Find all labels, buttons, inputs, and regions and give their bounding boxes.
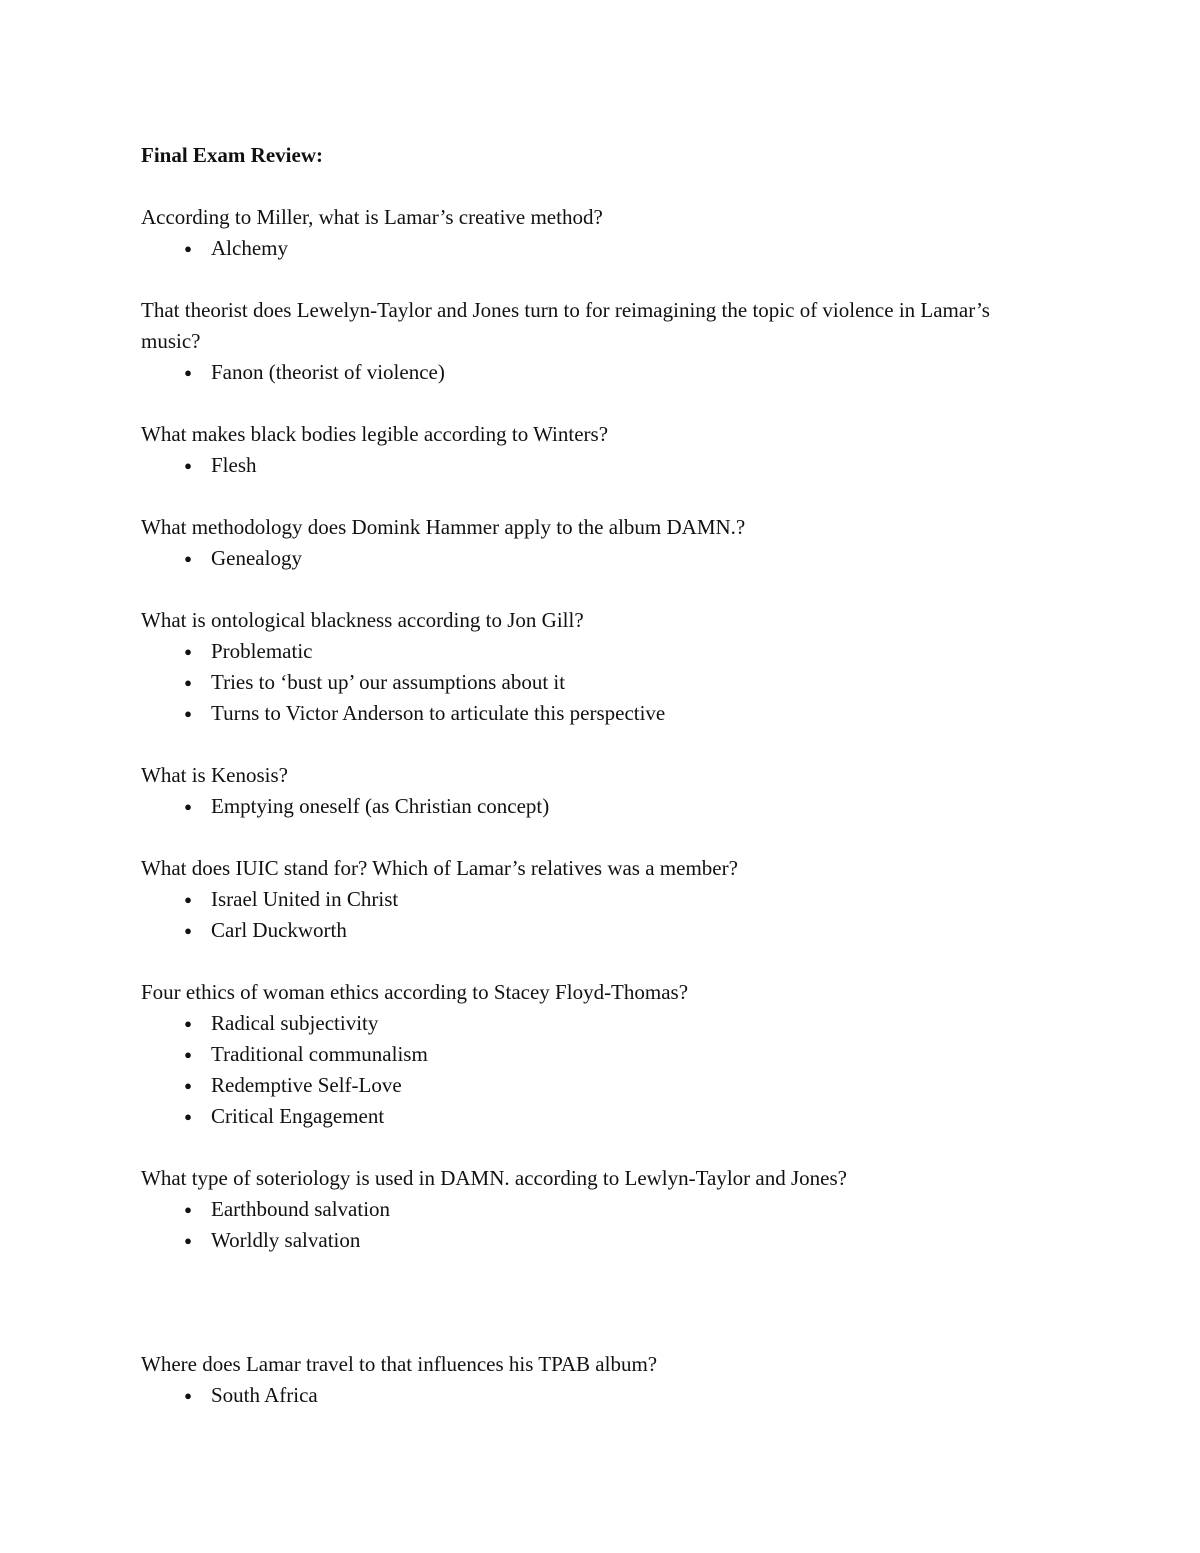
answer-item <box>141 1039 1041 1070</box>
answer-text: Redemptive Self-Love <box>211 1073 402 1097</box>
question-block-10 <box>141 1349 1041 1411</box>
answer-item <box>141 1101 1041 1132</box>
question-block-9 <box>141 1163 1041 1256</box>
bullet-icon: ● <box>184 1078 192 1093</box>
answer-item <box>141 791 1041 822</box>
question-text: Four ethics of woman ethics according to Stacey Floyd-Thomas? <box>141 980 689 1004</box>
answer-text: Fanon (theorist of violence) <box>211 360 445 384</box>
answer-item <box>141 698 1041 729</box>
bullet-icon: ● <box>184 923 192 938</box>
answer-item <box>141 543 1041 574</box>
question-block-8 <box>141 977 1041 1132</box>
answer-list <box>141 450 1041 481</box>
answer-text: Radical subjectivity <box>211 1011 379 1035</box>
bullet-icon: ● <box>184 1047 192 1062</box>
answer-item <box>141 636 1041 667</box>
answer-text: Problematic <box>211 639 313 663</box>
answer-text: Critical Engagement <box>211 1104 385 1128</box>
answer-item <box>141 915 1041 946</box>
question-text: That theorist does Lewelyn-Taylor and Jones turn to for reimagining the topic of violence in Lamar’s music? <box>141 298 990 353</box>
question-text: What methodology does Domink Hammer apply to the album DAMN.? <box>141 515 746 539</box>
question-text: What does IUIC stand for? Which of Lamar’s relatives was a member? <box>141 856 738 880</box>
document-title: Final Exam Review: <box>141 143 323 167</box>
question-text: What makes black bodies legible according to Winters? <box>141 422 609 446</box>
answer-item <box>141 357 1041 388</box>
question-block-7 <box>141 853 1041 946</box>
answer-item <box>141 1380 1041 1411</box>
bullet-icon: ● <box>184 241 192 256</box>
answer-list <box>141 1380 1041 1411</box>
answer-list <box>141 791 1041 822</box>
question-text: What is Kenosis? <box>141 763 288 787</box>
bullet-icon: ● <box>184 892 192 907</box>
question-block-4 <box>141 512 1041 574</box>
answer-text: Alchemy <box>211 236 288 260</box>
bullet-icon: ● <box>184 1202 192 1217</box>
answer-text: South Africa <box>211 1383 318 1407</box>
answer-list <box>141 233 1041 264</box>
answer-text: Flesh <box>211 453 257 477</box>
question-block-1 <box>141 202 1041 264</box>
bullet-icon: ● <box>184 799 192 814</box>
answer-list <box>141 884 1041 946</box>
bullet-icon: ● <box>184 551 192 566</box>
answer-item <box>141 1070 1041 1101</box>
bullet-icon: ● <box>184 706 192 721</box>
answer-item <box>141 233 1041 264</box>
answer-text: Emptying oneself (as Christian concept) <box>211 794 550 818</box>
answer-item <box>141 1225 1041 1256</box>
answer-text: Turns to Victor Anderson to articulate this perspective <box>211 701 666 725</box>
answer-list <box>141 636 1041 729</box>
bullet-icon: ● <box>184 1388 192 1403</box>
answer-text: Israel United in Christ <box>211 887 399 911</box>
answer-text: Worldly salvation <box>211 1228 361 1252</box>
bullet-icon: ● <box>184 1109 192 1124</box>
answer-text: Tries to ‘bust up’ our assumptions about it <box>211 670 566 694</box>
bullet-icon: ● <box>184 365 192 380</box>
answer-list <box>141 1194 1041 1256</box>
bullet-icon: ● <box>184 644 192 659</box>
question-block-3 <box>141 419 1041 481</box>
question-text: According to Miller, what is Lamar’s creative method? <box>141 205 603 229</box>
bullet-icon: ● <box>184 1233 192 1248</box>
bullet-icon: ● <box>184 458 192 473</box>
answer-list <box>141 543 1041 574</box>
question-block-2 <box>141 295 1041 388</box>
answer-item <box>141 1008 1041 1039</box>
answer-text: Genealogy <box>211 546 302 570</box>
answer-list <box>141 357 1041 388</box>
bullet-icon: ● <box>184 1016 192 1031</box>
document-page <box>141 140 1041 1442</box>
answer-text: Earthbound salvation <box>211 1197 391 1221</box>
bullet-icon: ● <box>184 675 192 690</box>
question-text: What is ontological blackness according to Jon Gill? <box>141 608 584 632</box>
question-block-6 <box>141 760 1041 822</box>
answer-item <box>141 667 1041 698</box>
answer-list <box>141 1008 1041 1132</box>
answer-text: Traditional communalism <box>211 1042 428 1066</box>
answer-item <box>141 884 1041 915</box>
answer-item <box>141 450 1041 481</box>
question-block-5 <box>141 605 1041 729</box>
question-text: Where does Lamar travel to that influences his TPAB album? <box>141 1352 658 1376</box>
question-text: What type of soteriology is used in DAMN. according to Lewlyn-Taylor and Jones? <box>141 1166 847 1190</box>
answer-item <box>141 1194 1041 1225</box>
answer-text: Carl Duckworth <box>211 918 347 942</box>
